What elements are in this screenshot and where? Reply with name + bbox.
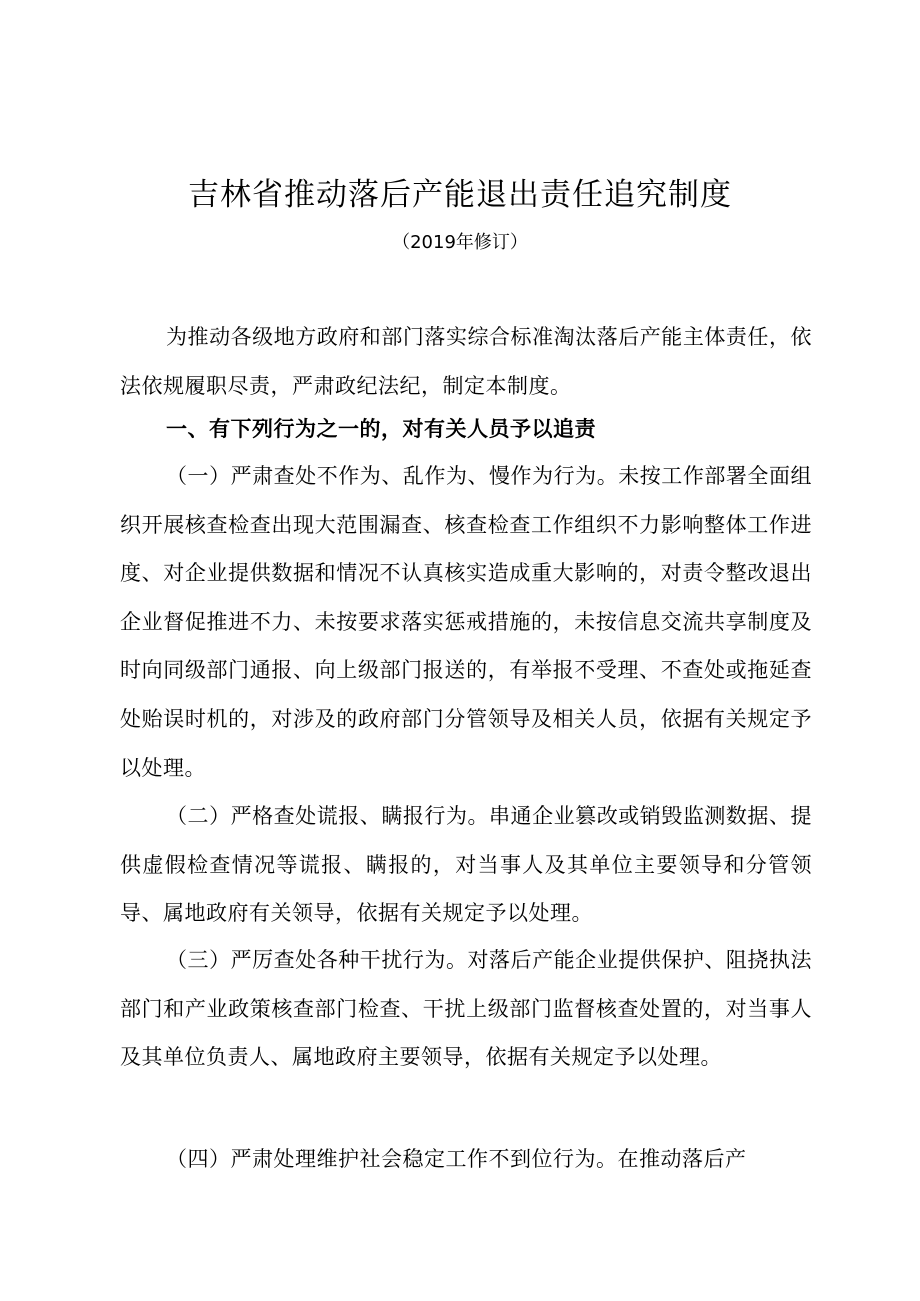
item-paragraph-4: （四）严肃处理维护社会稳定工作不到位行为。在推动落后产	[166, 1147, 747, 1171]
item-paragraph-2: （二）严格查处谎报、瞒报行为。串通企业篡改或销毁监测数据、提供虚假检查情况等谎报、瞒报的，对当事人及其单位主要领导和分管领导、属地政府有关领导，依据有关规定予以处理。	[120, 804, 812, 926]
document-subtitle: （2019年修订）	[392, 232, 528, 253]
intro-paragraph: 为推动各级地方政府和部门落实综合标准淘汰落后产能主体责任，依法依规履职尽责，严肃政纪法纪，制定本制度。	[120, 325, 812, 398]
document-title: 吉林省推动落后产能退出责任追究制度	[188, 177, 732, 213]
item-paragraph-1: （一）严肃查处不作为、乱作为、慢作为行为。未按工作部署全面组织开展核查检查出现大范围漏查、核查检查工作组织不力影响整体工作进度、对企业提供数据和情况不认真核实造成重大影响的，对责令整改退出企业督促推进不力、未按要求落实惩戒措施的，未按信息交流共享制度及时向同级部门通报、向上级部门报送的，有举报不受理、不查处或拖延查处贻误时机的，对涉及的政府部门分管领导及相关人员，依据有关规定予以处理。	[120, 464, 812, 780]
item-paragraph-3: （三）严厉查处各种干扰行为。对落后产能企业提供保护、阻挠执法部门和产业政策核查部门检查、干扰上级部门监督核查处置的，对当事人及其单位负责人、属地政府主要领导，依据有关规定予以处理。	[120, 948, 812, 1070]
section-heading: 一、有下列行为之一的，对有关人员予以追责	[166, 417, 596, 441]
